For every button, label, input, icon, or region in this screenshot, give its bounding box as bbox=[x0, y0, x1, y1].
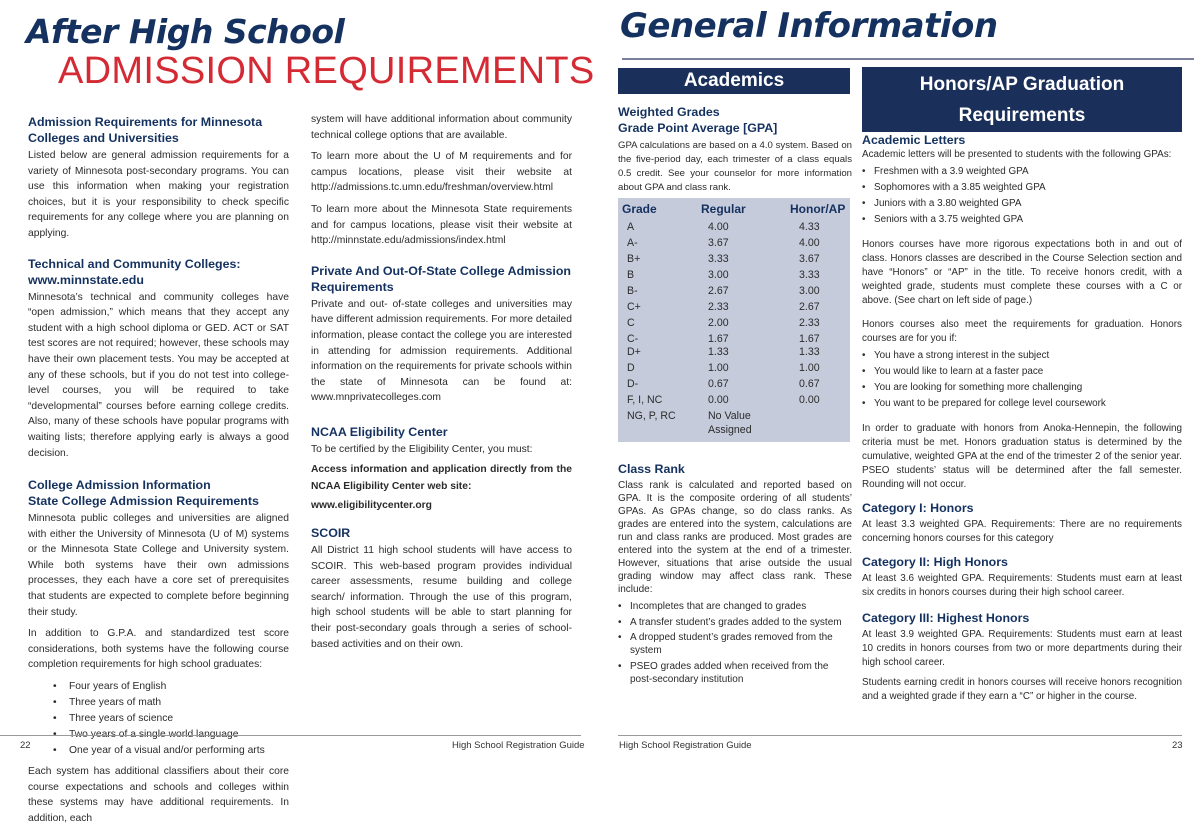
honors-courses-body: Honors courses have more rigorous expectations both in and out of class. Honors classes are described in the Course Selection section and have “Honors” or “AP” in the title. To receive honors credit, with a weighted grade, students must complete these courses with a C or above. (See chart on left side of page.) bbox=[862, 239, 1182, 306]
list-item: • You are looking for something more challenging bbox=[862, 380, 1182, 396]
cell-grade: D- bbox=[627, 378, 639, 390]
footer-divider bbox=[0, 735, 581, 736]
cell-honor: 2.33 bbox=[799, 317, 820, 329]
weighted-grades-heading bbox=[618, 104, 852, 136]
list-item: • A transfer student’s grades added to the system bbox=[618, 615, 852, 631]
cell-grade: B bbox=[627, 269, 635, 281]
table-row bbox=[618, 393, 850, 407]
continued-body: system will have additional information about community technical college options that are available. bbox=[311, 114, 572, 141]
heading-line: Grade Point Average [GPA] bbox=[618, 121, 778, 135]
cell-grade: C+ bbox=[627, 301, 641, 313]
section-body-private-colleges: Private and out- of-state colleges and universities may have different admission requirements. For more detailed information, please contact the college you are interested in attending for admission requirements. Additional information on the requirements for private schools within the state of Minnesota can be found at: www.mnprivatecolleges.com bbox=[311, 298, 573, 404]
academic-letters-list bbox=[862, 164, 1182, 228]
list-item: • PSEO grades added when received from the post-secondary institution bbox=[618, 660, 852, 686]
ncaa-bold-body: Access information and application directly from the NCAA Eligibility Center web site: bbox=[311, 463, 572, 492]
table-row bbox=[618, 268, 850, 282]
list-item: • Seniors with a 3.75 weighted GPA bbox=[862, 212, 1182, 228]
cell-grade: C- bbox=[627, 333, 639, 345]
table-row bbox=[618, 236, 850, 250]
footer-guide-title: High School Registration Guide bbox=[619, 740, 752, 751]
honors-graduation-body: Honors courses also meet the requirements for graduation. Honors courses are for you if: bbox=[862, 319, 1182, 344]
table-row bbox=[618, 252, 850, 266]
table-row bbox=[618, 409, 850, 423]
list-item: • You would like to learn at a faster pace bbox=[862, 364, 1182, 380]
class-rank-body: Class rank is calculated and reported based on GPA. It is the composite ordering of all students’ GPAs. As GPAs change, so do class ranks. As grades are entered into the system, calculations are run and class ranks are produced. Most grades are entered into the system at the end of a trimester. However, situations that arise outside the usual grading window may affect class rank. These include: bbox=[618, 480, 852, 595]
cell-regular: 0.67 bbox=[708, 378, 729, 390]
section-body-state-admission: Minnesota public colleges and universities are aligned with either the University of Minnesota (U of M) systems or the Minnesota State College and University system. While both systems have their own admissions processes, they each have a core set of prerequisites that students are expected to complete before beginning their study. bbox=[28, 513, 289, 618]
page-title-admission-requirements: ADMISSION REQUIREMENTS bbox=[58, 50, 595, 92]
cell-honor: 3.33 bbox=[799, 269, 820, 281]
heading-line: State College Admission Requirements bbox=[28, 494, 259, 509]
class-rank-heading: Class Rank bbox=[618, 462, 685, 476]
class-rank-list bbox=[618, 599, 852, 686]
gpa-table bbox=[618, 198, 850, 442]
left-column-2 bbox=[311, 112, 572, 658]
section-heading-private-colleges: Private And Out-Of-State College Admission Requirements bbox=[311, 263, 572, 294]
honors-closing-body: Students earning credit in honors courses will receive honors recognition and a weighted grade if they earn a “C” or higher in the course. bbox=[862, 677, 1182, 702]
academics-column bbox=[618, 104, 852, 201]
list-item: • Freshmen with a 3.9 weighted GPA bbox=[862, 164, 1182, 180]
section-heading-ncaa: NCAA Eligibility Center bbox=[311, 424, 448, 439]
honors-reasons-list bbox=[862, 348, 1182, 412]
gpa-body: GPA calculations are based on a 4.0 system. Based on the five-period day, each trimester of a class equals 0.5 credit. See your counselor for more information about GPA and class rank. bbox=[618, 140, 852, 193]
table-row bbox=[618, 377, 850, 391]
table-row bbox=[618, 220, 850, 234]
section-body-mn-requirements: Listed below are general admission requirements for a variety of Minnesota post-secondary programs. You can use this information when making your registration choices, but it is your responsibility to check specific requirements for any college where you are planning on applying. bbox=[28, 150, 289, 239]
mnstate-info-body: To learn more about the Minnesota State requirements and for campus locations, please visit their website at http://minnstate.edu/admissions/index.html bbox=[311, 203, 572, 247]
cell-honor: 4.33 bbox=[799, 221, 820, 233]
honors-banner bbox=[862, 67, 1182, 132]
cell-honor: 1.67 bbox=[799, 333, 820, 345]
cell-honor: 0.67 bbox=[799, 378, 820, 390]
section-heading-scoir: SCOIR bbox=[311, 526, 351, 541]
category-1-body: At least 3.3 weighted GPA. Requirements: There are no requirements concerning honors courses for this category bbox=[862, 519, 1182, 544]
list-item: • Sophomores with a 3.85 weighted GPA bbox=[862, 180, 1182, 196]
class-rank-section bbox=[618, 461, 852, 691]
cell-grade: NG, P, RC bbox=[627, 410, 676, 422]
heading-line: Technical and Community Colleges: bbox=[28, 256, 241, 271]
category-3-heading: Category III: Highest Honors bbox=[862, 611, 1030, 625]
academics-banner: Academics bbox=[618, 68, 850, 94]
table-row bbox=[618, 332, 850, 346]
umn-info-body: To learn more about the U of M requirements and for campus locations, please visit their website at http://admissions.tc.umn.edu/freshman/overview.html bbox=[311, 151, 572, 194]
honors-criteria-body: In order to graduate with honors from Anoka-Hennepin, the following criteria must be met. Honors graduation status is determined by the cumulative, weighted GPA at the end of the trimester 2 of the senior year. PSEO students’ status will be determined after the fall semester. Rounding will not occur. bbox=[862, 423, 1182, 490]
cell-honor: 1.33 bbox=[799, 346, 820, 358]
ncaa-link[interactable]: www.eligibilitycenter.org bbox=[311, 499, 432, 511]
category-3-body: At least 3.9 weighted GPA. Requirements: Students must earn at least 10 credits in honors courses from two or more departments during their high school career. bbox=[862, 629, 1182, 668]
table-row-continued bbox=[618, 423, 850, 437]
heading-line: College Admission Information bbox=[28, 478, 211, 493]
cell-regular: 2.00 bbox=[708, 317, 729, 329]
list-item: • Four years of English bbox=[53, 679, 289, 695]
table-row bbox=[618, 300, 850, 314]
list-item: • Three years of science bbox=[53, 711, 289, 727]
academic-letters-heading: Academic Letters bbox=[862, 133, 966, 147]
page-title-after-high-school: After High School bbox=[26, 12, 345, 51]
cell-regular: 1.33 bbox=[708, 346, 729, 358]
section-body-classifiers: Each system has additional classifiers about their core course expectations and schools and colleges within these systems may have additional requirements. In addition, each bbox=[28, 766, 289, 824]
cell-regular: 1.00 bbox=[708, 362, 729, 374]
cell-grade: D bbox=[627, 362, 635, 374]
right-page bbox=[600, 0, 1200, 763]
section-body-scoir: All District 11 high school students will have access to SCOIR. This web-based program provides individual career assessments, resume building and college search/ information. Through the use of this program, high school students will be able to start planning for their post-secondary goals through a series of school-based activities and on their own. bbox=[311, 545, 572, 650]
cell-honor: 4.00 bbox=[799, 237, 820, 249]
list-item: • You have a strong interest in the subject bbox=[862, 348, 1182, 364]
academic-letters-body: Academic letters will be presented to students with the following GPAs: bbox=[862, 149, 1172, 160]
section-heading-college-admission bbox=[28, 477, 289, 509]
cell-regular: Assigned bbox=[708, 424, 752, 436]
category-2-heading: Category II: High Honors bbox=[862, 555, 1008, 569]
cell-grade: A bbox=[627, 221, 635, 233]
cell-honor: 0.00 bbox=[799, 394, 820, 406]
section-heading-mn-requirements: Admission Requirements for Minnesota Colleges and Universities bbox=[28, 115, 263, 145]
page-number-22: 22 bbox=[20, 740, 31, 751]
minnstate-link[interactable]: www.minnstate.edu bbox=[28, 272, 144, 287]
course-requirements-list bbox=[28, 679, 289, 759]
cell-regular: 4.00 bbox=[708, 221, 729, 233]
cell-honor: 3.00 bbox=[799, 285, 820, 297]
cell-grade: C bbox=[627, 317, 635, 329]
table-row bbox=[618, 361, 850, 375]
list-item: • You want to be prepared for college level coursework bbox=[862, 396, 1182, 412]
page-title-general-information: General Information bbox=[620, 6, 998, 46]
section-body-technical-colleges: Minnesota’s technical and community colleges have “open admission,” which means that they accept any student with a high school diploma or GED. ACT or SAT test scores are not required; however, these schools may have their own placement tests. You may be accepted at any of these schools, but if you do not test into college-level courses, you will be required to take “developmental” courses before earning college credits. Also, many of these schools have popular programs with waiting lists; therefore applying early is always a good decision. bbox=[28, 291, 289, 459]
section-body-course-requirements: In addition to G.P.A. and standardized test score considerations, both systems have the following course completion requirements for high school graduates: bbox=[28, 628, 289, 671]
page-number-23: 23 bbox=[1172, 740, 1183, 751]
footer-divider bbox=[618, 735, 1182, 736]
column-header-grade: Grade bbox=[622, 202, 657, 216]
banner-line: Honors/AP Graduation bbox=[919, 74, 1125, 95]
cell-honor: 1.00 bbox=[799, 362, 820, 374]
cell-regular: 2.67 bbox=[708, 285, 729, 297]
column-header-honor-ap: Honor/AP bbox=[790, 202, 846, 216]
cell-grade: B+ bbox=[627, 253, 641, 265]
heading-line: Weighted Grades bbox=[618, 105, 720, 119]
list-item: • One year of a visual and/or performing arts bbox=[53, 743, 289, 759]
left-page bbox=[0, 0, 600, 824]
category-1-heading: Category I: Honors bbox=[862, 501, 974, 515]
table-row bbox=[618, 345, 850, 359]
column-header-regular: Regular bbox=[701, 202, 746, 216]
category-2-body: At least 3.6 weighted GPA. Requirements: Students must earn at least six credits in honors courses during their high school career. bbox=[862, 573, 1182, 598]
cell-regular: 0.00 bbox=[708, 394, 729, 406]
cell-honor: 2.67 bbox=[799, 301, 820, 313]
cell-regular: 1.67 bbox=[708, 333, 729, 345]
list-item: • A dropped student’s grades removed from the system bbox=[618, 631, 852, 657]
cell-grade: D+ bbox=[627, 346, 641, 358]
list-item: • Juniors with a 3.80 weighted GPA bbox=[862, 196, 1182, 212]
honors-column bbox=[862, 132, 1182, 710]
cell-grade: B- bbox=[627, 285, 638, 297]
cell-grade: A- bbox=[627, 237, 638, 249]
ncaa-body: To be certified by the Eligibility Center, you must: bbox=[311, 443, 533, 455]
footer-guide-title: High School Registration Guide bbox=[452, 740, 585, 751]
list-item: • Incompletes that are changed to grades bbox=[618, 599, 852, 615]
list-item: • Three years of math bbox=[53, 695, 289, 711]
table-row bbox=[618, 316, 850, 330]
cell-regular: 3.00 bbox=[708, 269, 729, 281]
left-column-1 bbox=[28, 114, 289, 832]
table-row bbox=[618, 284, 850, 298]
cell-honor: 3.67 bbox=[799, 253, 820, 265]
cell-regular: No Value bbox=[708, 410, 751, 422]
banner-line: Requirements bbox=[958, 105, 1086, 126]
cell-regular: 3.33 bbox=[708, 253, 729, 265]
cell-regular: 2.33 bbox=[708, 301, 729, 313]
section-heading-technical-colleges bbox=[28, 256, 289, 288]
title-divider bbox=[622, 58, 1194, 60]
cell-regular: 3.67 bbox=[708, 237, 729, 249]
cell-grade: F, I, NC bbox=[627, 394, 663, 406]
